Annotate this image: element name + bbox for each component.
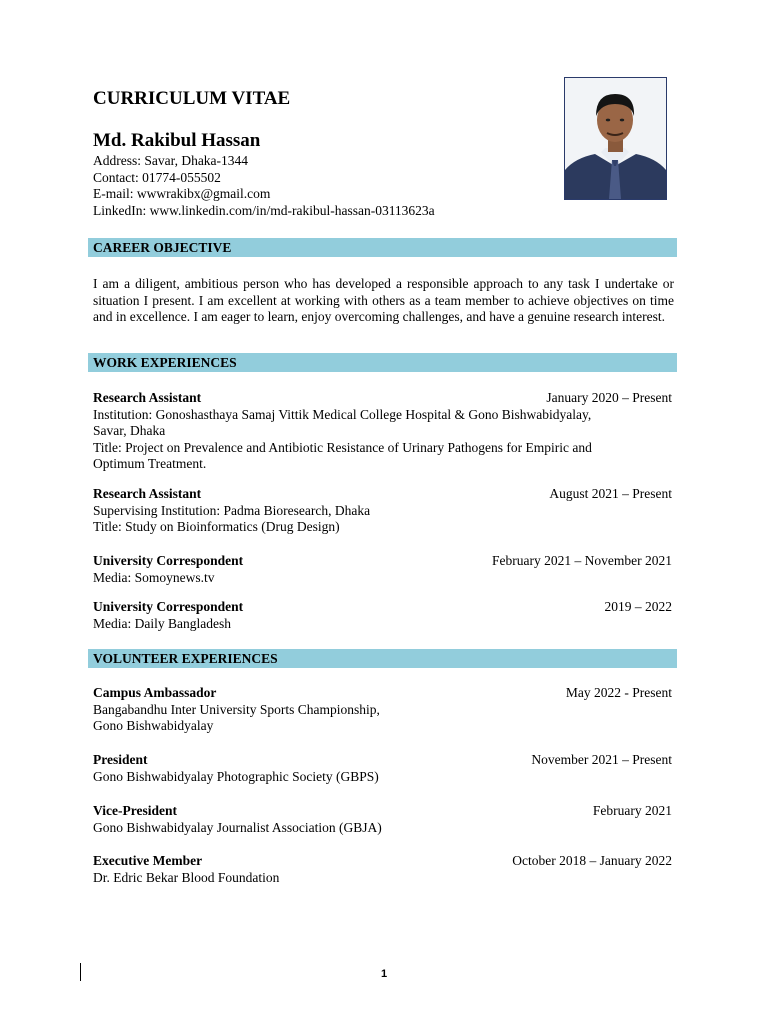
entry-role: University Correspondent (93, 599, 244, 614)
entry-role: Executive Member (93, 853, 203, 868)
entry-line: Title: Study on Bioinformatics (Drug Design) (93, 519, 340, 534)
text-cursor-marker (80, 963, 81, 981)
entry-line: Gono Bishwabidyalay Journalist Association (GBJA) (93, 819, 382, 835)
entry-line: Gono Bishwabidyalay (93, 718, 214, 733)
entry-date: February 2021 – November 2021 (492, 553, 672, 568)
entry-role: Vice-President (93, 803, 177, 818)
contact-block (93, 153, 435, 219)
volunteer-entry (93, 803, 672, 836)
entry-line: Dr. Edric Bekar Blood Foundation (93, 869, 280, 885)
entry-header (93, 486, 672, 503)
page-number: 1 (380, 968, 388, 980)
entry-date: October 2018 – January 2022 (512, 853, 672, 868)
volunteer-entry (93, 685, 672, 735)
entry-date: 2019 – 2022 (604, 599, 672, 614)
entry-role: Research Assistant (93, 390, 202, 405)
entry-line: Supervising Institution: Padma Bioresearch, Dhaka (93, 502, 371, 518)
entry-date: February 2021 (592, 803, 672, 818)
work-entry (93, 390, 672, 473)
entry-header (93, 853, 672, 870)
career-objective-text: I am a diligent, ambitious person who has developed a responsible approach to any task I undertake or situation I present. I am excellent at working with others as a team member to achieve objectives on time and in excellence. I am eager to learn, enjoy overcoming challenges, and have a genuine research interest. (93, 276, 674, 324)
section-header-work-experiences: WORK EXPERIENCES (88, 353, 677, 372)
entry-role: Research Assistant (93, 486, 202, 501)
volunteer-entry (93, 853, 672, 886)
entry-line: Optimum Treatment. (93, 456, 207, 471)
entry-date: May 2022 - Present (565, 685, 672, 700)
document-title: CURRICULUM VITAE (93, 88, 291, 109)
linkedin-line: LinkedIn: www.linkedin.com/in/md-rakibul-hassan-03113623a (93, 202, 435, 218)
entry-role: University Correspondent (93, 553, 244, 568)
section-header-volunteer-experiences: VOLUNTEER EXPERIENCES (88, 649, 677, 668)
entry-date: August 2021 – Present (549, 486, 672, 501)
work-entry (93, 486, 672, 536)
section-header-career-objective: CAREER OBJECTIVE (88, 238, 677, 257)
volunteer-entry (93, 752, 672, 785)
entry-line: Media: Somoynews.tv (93, 569, 215, 585)
entry-line: Media: Daily Bangladesh (93, 615, 231, 631)
entry-header (93, 685, 672, 702)
entry-line: Title: Project on Prevalence and Antibiotic Resistance of Urinary Pathogens for Empiric and (93, 439, 592, 455)
entry-line: Savar, Dhaka (93, 423, 166, 438)
person-name: Md. Rakibul Hassan (93, 130, 261, 151)
entry-header (93, 752, 672, 769)
work-entry (93, 553, 672, 586)
entry-line: Bangabandhu Inter University Sports Championship, (93, 701, 380, 717)
entry-role: Campus Ambassador (93, 685, 217, 700)
entry-date: November 2021 – Present (531, 752, 672, 767)
entry-role: President (93, 752, 148, 767)
entry-date: January 2020 – Present (546, 390, 672, 405)
profile-photo (564, 77, 667, 200)
profile-photo-illustration (565, 78, 666, 199)
entry-line: Gono Bishwabidyalay Photographic Society (GBPS) (93, 768, 379, 784)
entry-header (93, 803, 672, 820)
address-line: Address: Savar, Dhaka-1344 (93, 153, 249, 168)
entry-header (93, 599, 672, 616)
entry-line: Institution: Gonoshasthaya Samaj Vittik Medical College Hospital & Gono Bishwabidyalay, (93, 406, 592, 422)
entry-header (93, 390, 672, 407)
email-line: E-mail: wwwrakibx@gmail.com (93, 186, 271, 201)
work-entry (93, 599, 672, 632)
phone-line: Contact: 01774-055502 (93, 169, 221, 185)
entry-header (93, 553, 672, 570)
